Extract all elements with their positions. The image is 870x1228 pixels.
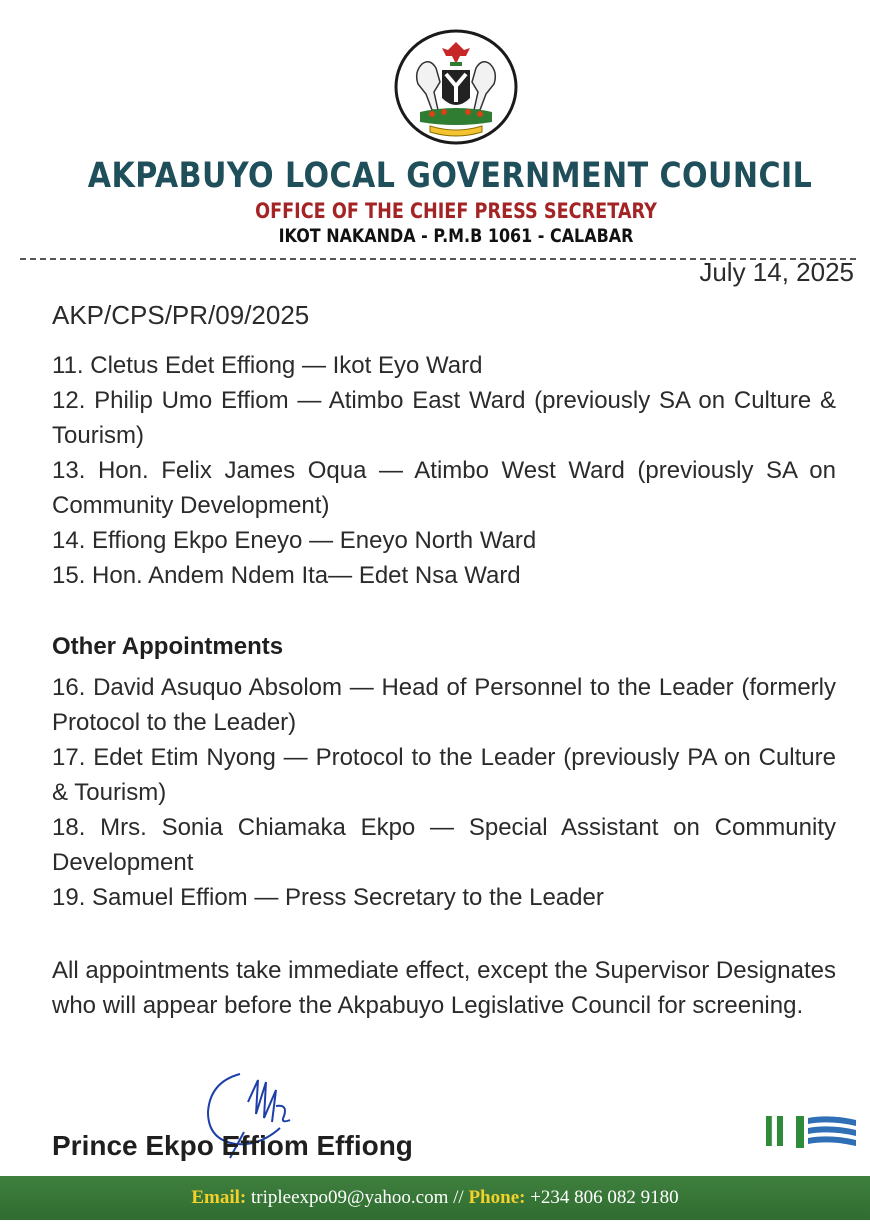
- phone-number: +234 806 082 9180: [530, 1187, 679, 1208]
- flags-icon: [760, 1112, 860, 1152]
- office-name: OFFICE OF THE CHIEF PRESS SECRETARY: [255, 199, 657, 223]
- appointments-list: [52, 348, 836, 593]
- list-item: 18. Mrs. Sonia Chiamaka Ekpo — Special Assistant on Community Development: [52, 814, 836, 876]
- phone-label: Phone:: [468, 1187, 526, 1208]
- list-item: 14. Effiong Ekpo Eneyo — Eneyo North Ward: [52, 527, 537, 554]
- list-item: 15. Hon. Andem Ndem Ita— Edet Nsa Ward: [52, 562, 521, 589]
- office-address: IKOT NAKANDA - P.M.B 1061 - CALABAR: [278, 225, 634, 247]
- organization-name: AKPABUYO LOCAL GOVERNMENT COUNCIL: [87, 156, 813, 196]
- signatory-name: Prince Ekpo Effiom Effiong: [52, 1130, 413, 1161]
- reference-number: AKP/CPS/PR/09/2025: [52, 300, 310, 330]
- email-label: Email:: [191, 1187, 247, 1208]
- list-item: 13. Hon. Felix James Oqua — Atimbo West Ward (previously SA on Community Development): [52, 457, 836, 519]
- document-date: July 14, 2025: [699, 257, 854, 287]
- footer-separator: //: [453, 1187, 464, 1208]
- email-address: tripleexpo09@yahoo.com: [250, 1187, 449, 1208]
- list-item: 11. Cletus Edet Effiong — Ikot Eyo Ward: [52, 352, 483, 379]
- closing-paragraph: All appointments take immediate effect, except the Supervisor Designates who will appear before the Akpabuyo Legislative Council for screening.: [52, 957, 836, 1019]
- section-heading: Other Appointments: [52, 633, 284, 660]
- coat-of-arms-icon: [392, 28, 520, 146]
- list-item: 19. Samuel Effiom — Press Secretary to the Leader: [52, 884, 604, 911]
- contact-footer: [0, 1176, 870, 1220]
- list-item: 12. Philip Umo Effiom — Atimbo East Ward (previously SA on Culture & Tourism): [52, 387, 836, 449]
- list-item: 16. David Asuquo Absolom — Head of Personnel to the Leader (formerly Protocol to the Leader): [52, 674, 836, 736]
- list-item: 17. Edet Etim Nyong — Protocol to the Leader (previously PA on Culture & Tourism): [52, 744, 836, 806]
- other-appointments-list: [52, 670, 836, 915]
